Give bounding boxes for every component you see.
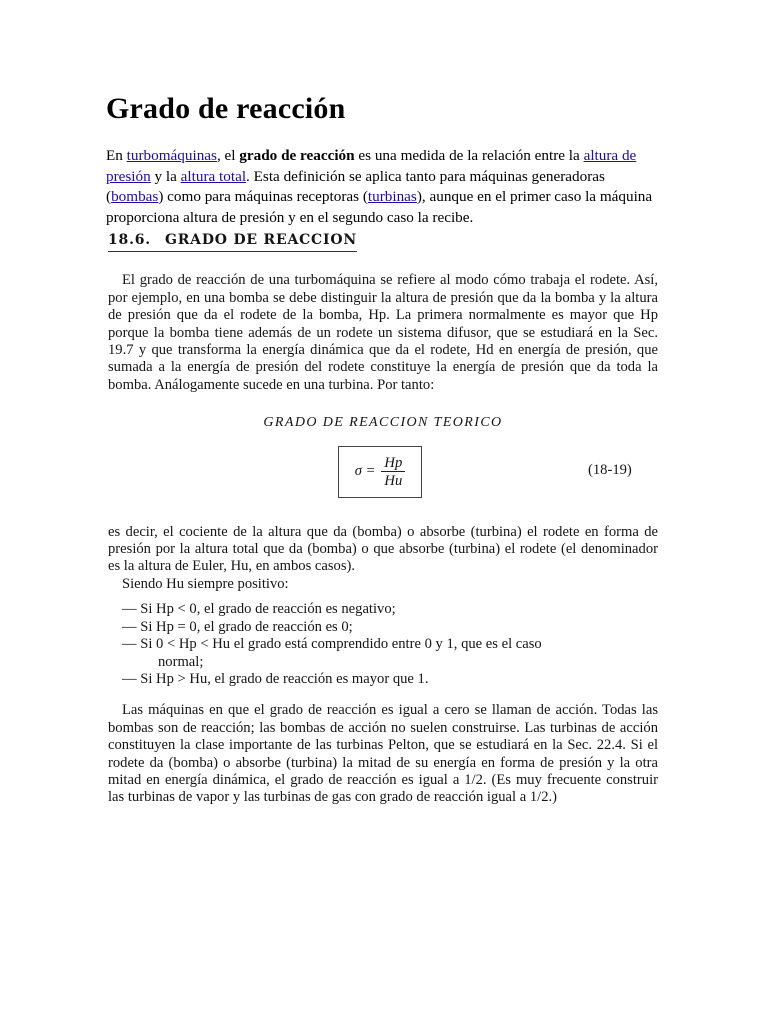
conditions-list: [108, 601, 658, 688]
intro-text: es una medida de la relación entre la: [354, 147, 584, 164]
link-altura-de-presion[interactable]: altura de presión: [106, 147, 637, 185]
list-item: — Si Hp > Hu, el grado de reacción es mayor que 1.: [122, 670, 429, 687]
intro-text: , el: [216, 147, 240, 164]
list-item: — Si 0 < Hp < Hu el grado está comprendido entre 0 y 1, que es el caso: [122, 636, 542, 653]
section-heading: [108, 232, 357, 252]
explanation-paragraph: es decir, el cociente de la altura que da (bomba) o absorbe (turbina) el rodete en forma de presión por la altura total que da (bomba) o que absorbe (turbina) el rodete (el denominador es la altura de Euler, Hu, en ambos casos).: [108, 523, 658, 575]
link-altura-total[interactable]: altura total: [180, 167, 247, 185]
list-item: — Si Hp < 0, el grado de reacción es negativo;: [122, 601, 396, 618]
formula-lhs: σ =: [354, 462, 376, 479]
formula-title: GRADO DE REACCION TEORICO: [263, 415, 503, 431]
bold-term: grado de reacción: [239, 147, 355, 164]
machines-paragraph: Las máquinas en que el grado de reacción es igual a cero se llaman de acción. Todas las bombas son de reacción; las bombas de acción no suelen construirse. Las turbinas de acción constituyen la clase importante de las turbinas Pelton, que se estudiará en la Sec. 22.4. Si el rodete da (bomba) o absorbe (turbina) la mitad de su energía en forma de presión y la otra mitad en energía dinámica, el grado de reacción es igual a 1/2. (Es muy frecuente construir las turbinas de vapor y las turbinas de gas con grado de reacción igual a 1/2.): [108, 702, 658, 806]
section-number: 18.6.: [108, 232, 151, 248]
intro-text: En: [106, 147, 127, 164]
scanned-book-excerpt: [108, 232, 658, 807]
condition-intro: Siendo Hu siempre positivo:: [122, 575, 289, 592]
link-bombas[interactable]: bombas: [111, 188, 159, 205]
formula-row: [108, 446, 658, 504]
formula-fraction: [381, 455, 405, 489]
intro-text: y la: [150, 167, 181, 185]
intro-text: . Esta definición se aplica tanto para máquinas generadoras (: [106, 167, 605, 205]
intro-paragraph: [106, 146, 666, 228]
intro-text: ) como para máquinas receptoras (: [158, 188, 368, 205]
formula-denominator: Hu: [384, 472, 403, 489]
link-turbomaquinas[interactable]: turbomáquinas: [126, 147, 217, 164]
formula-box: [338, 446, 422, 498]
page-title: Grado de reacción: [106, 92, 346, 125]
formula-numerator: Hp: [381, 455, 405, 472]
definition-paragraph: El grado de reacción de una turbomáquina se refiere al modo cómo trabaja el rodete. Así, por ejemplo, en una bomba se debe distinguir la altura de presión que da la bomba y la altura de presión que da el rodete de la bomba, Hp. La primera normalmente es mayor que Hp porque la bomba tiene además de un rodete un sistema difusor, que se estudiará en la Sec. 19.7 y que transforma la energía dinámica que da el rodete, Hd en energía de presión, que sumada a la energía de presión del rodete constituye la energía de presión que da toda la bomba. Análogamente sucede en una turbina. Por tanto:: [108, 272, 658, 393]
link-turbinas[interactable]: turbinas: [367, 188, 417, 205]
list-item: normal;: [158, 653, 204, 670]
equation-number: (18-19): [588, 461, 632, 478]
list-item: — Si Hp = 0, el grado de reacción es 0;: [122, 618, 353, 635]
intro-text: ), aunque en el primer caso la máquina proporciona altura de presión y en el segundo caso la recibe.: [106, 188, 653, 226]
section-title: GRADO DE REACCION: [164, 232, 357, 248]
